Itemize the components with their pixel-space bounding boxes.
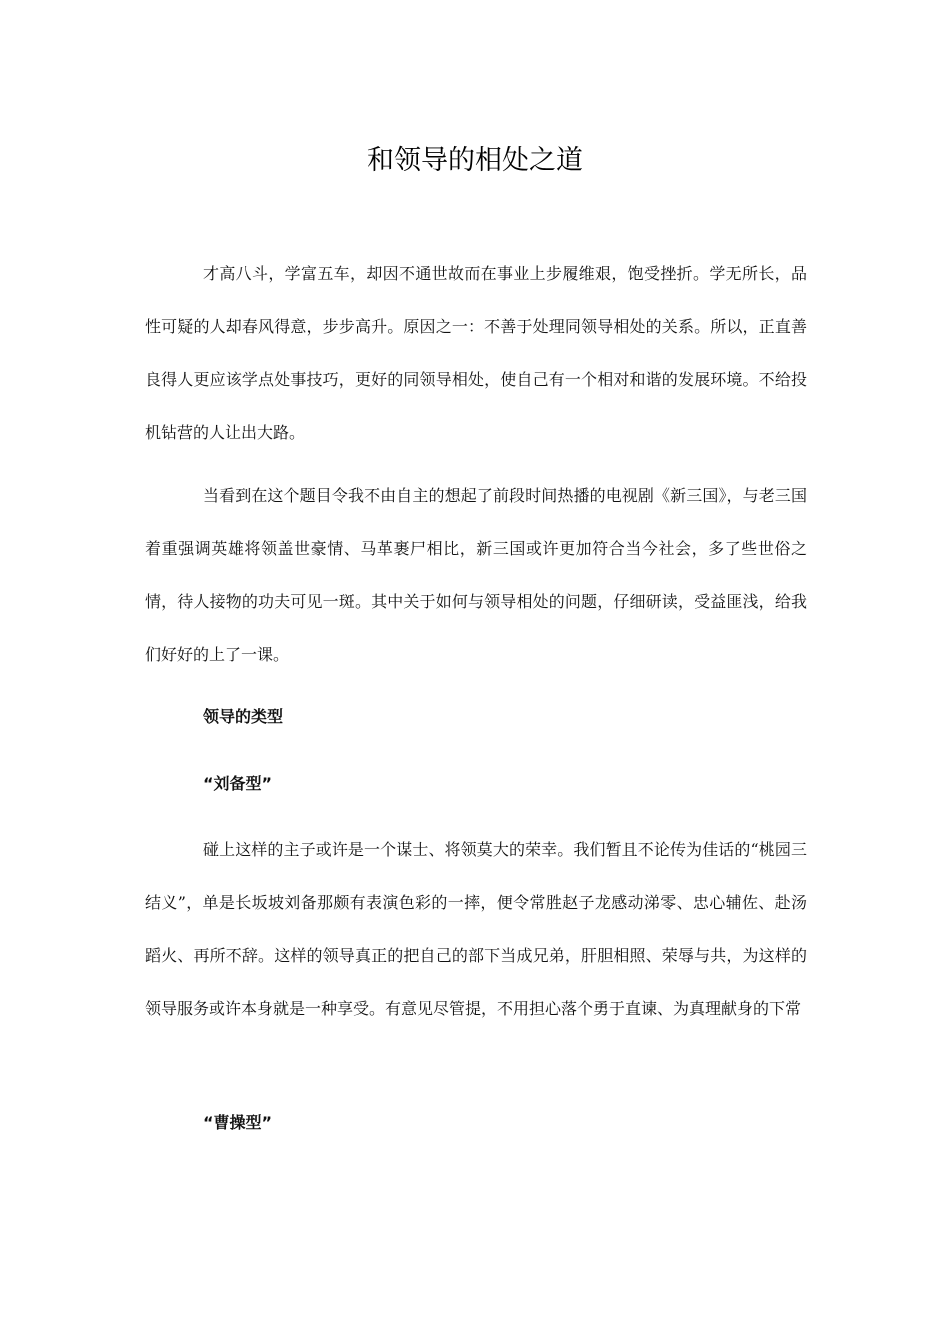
body-paragraph: 当看到在这个题目令我不由自主的想起了前段时间热播的电视剧《新三国》，与老三国着重强调英雄将领盖世豪情、马革裹尸相比，新三国或许更加符合当今社会，多了些世俗之情，待人接物的功夫可见一斑。其中关于如何与领导相处的问题，仔细研读，受益匪浅，给我们好好的上了一课。	[145, 486, 807, 664]
type-heading-liubei: “刘备型”	[203, 774, 273, 793]
document-title: 和领导的相处之道	[367, 145, 583, 176]
type-heading-caocao: “曹操型”	[203, 1113, 273, 1132]
intro-paragraph: 才高八斗，学富五车，却因不通世故而在事业上步履维艰，饱受挫折。学无所长，品性可疑的人却春风得意，步步高升。原因之一：不善于处理同领导相处的关系。所以，正直善良得人更应该学点处事技巧，更好的同领导相处，使自己有一个相对和谐的发展环境。不给投机钻营的人让出大路。	[145, 264, 807, 442]
section-heading: 领导的类型	[203, 707, 284, 726]
type-paragraph-liubei: 碰上这样的主子或许是一个谋士、将领莫大的荣幸。我们暂且不论传为佳话的“桃园三结义”，单是长坂坡刘备那颇有表演色彩的一摔，便令常胜赵子龙感动涕零、忠心辅佐、赴汤蹈火、再所不辞。这样的领导真正的把自己的部下当成兄弟，肝胆相照、荣辱与共，为这样的领导服务或许本身就是一种享受。有意见尽管提，不用担心落个勇于直谏、为真理献身的下常	[145, 840, 807, 1018]
